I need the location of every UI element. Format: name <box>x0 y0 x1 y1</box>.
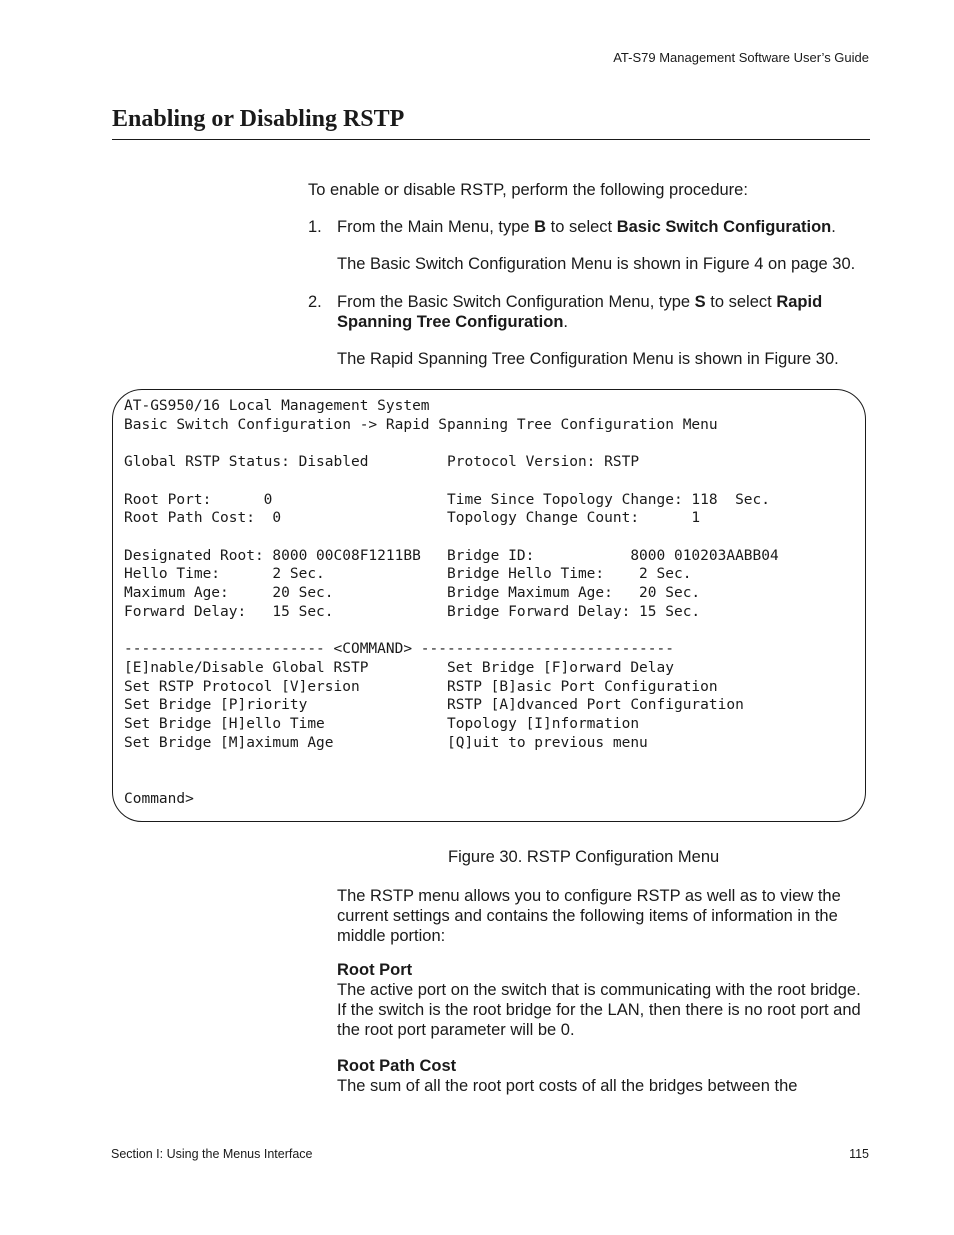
terminal-screen <box>112 389 866 822</box>
terminal-line: Set Bridge [P]riority RSTP [A]dvanced Port Configuration <box>124 697 744 714</box>
figure-caption: Figure 30. RSTP Configuration Menu <box>448 848 720 866</box>
terminal-line: Global RSTP Status: Disabled Protocol Version: RSTP <box>124 454 640 471</box>
section-title: Enabling or Disabling RSTP <box>112 106 405 132</box>
step-2-note: The Rapid Spanning Tree Configuration Menu is shown in Figure 30. <box>337 350 839 368</box>
terminal-line: Hello Time: 2 Sec. Bridge Hello Time: 2 Sec. <box>124 566 692 583</box>
terminal-line: [E]nable/Disable Global RSTP Set Bridge [F]orward Delay <box>124 659 674 676</box>
terminal-line: Set RSTP Protocol [V]ersion RSTP [B]asic Port Configuration <box>124 678 718 695</box>
step-2-number: 2. <box>308 293 322 311</box>
terminal-line: AT-GS950/16 Local Management System <box>124 398 430 414</box>
step-1-text: From the Main Menu, type B to select Basic Switch Configuration. <box>337 218 836 236</box>
item-root-port-term: Root Port <box>337 961 413 979</box>
step-1-number: 1. <box>308 218 322 236</box>
terminal-line: Forward Delay: 15 Sec. Bridge Forward Delay: 15 Sec. <box>124 603 701 620</box>
terminal-line: Basic Switch Configuration -> Rapid Spanning Tree Configuration Menu <box>124 416 718 433</box>
title-rule <box>112 139 870 140</box>
description-text: The RSTP menu allows you to configure RSTP as well as to view the current settings and contains the following items of information in the middle portion: <box>337 887 841 945</box>
footer-section: Section I: Using the Menus Interface <box>111 1147 313 1161</box>
item-root-port-definition: The active port on the switch that is communicating with the root bridge. If the switch is the root bridge for the LAN, then there is no root port and the root port parameter will be 0. <box>337 981 861 1039</box>
terminal-line: ----------------------- <COMMAND> ----------------------------- <box>124 641 674 658</box>
terminal-line: Command> <box>124 790 194 807</box>
running-header: AT-S79 Management Software User’s Guide <box>613 50 869 65</box>
terminal-line: Designated Root: 8000 00C08F1211BB Bridge ID: 8000 010203AABB04 <box>124 547 779 564</box>
terminal-line: Set Bridge [H]ello Time Topology [I]nformation <box>124 715 640 732</box>
item-root-path-cost-definition: The sum of all the root port costs of all the bridges between the <box>337 1077 798 1095</box>
terminal-line: Maximum Age: 20 Sec. Bridge Maximum Age: 20 Sec. <box>124 585 701 601</box>
terminal-line: Root Port: 0 Time Since Topology Change: 118 Sec. <box>124 491 771 508</box>
item-root-path-cost <box>337 1056 872 1096</box>
terminal-line: Root Path Cost: 0 Topology Change Count: 1 <box>124 510 701 527</box>
step-2-text: From the Basic Switch Configuration Menu, type S to select Rapid Spanning Tree Configuration. <box>337 293 823 331</box>
page-number: 115 <box>849 1147 869 1161</box>
intro-text: To enable or disable RSTP, perform the following procedure: <box>308 181 748 199</box>
step-1-note: The Basic Switch Configuration Menu is shown in Figure 4 on page 30. <box>337 255 856 273</box>
terminal-line: Set Bridge [M]aximum Age [Q]uit to previous menu <box>124 734 648 751</box>
item-root-path-cost-term: Root Path Cost <box>337 1057 457 1075</box>
item-root-port <box>337 960 872 1040</box>
